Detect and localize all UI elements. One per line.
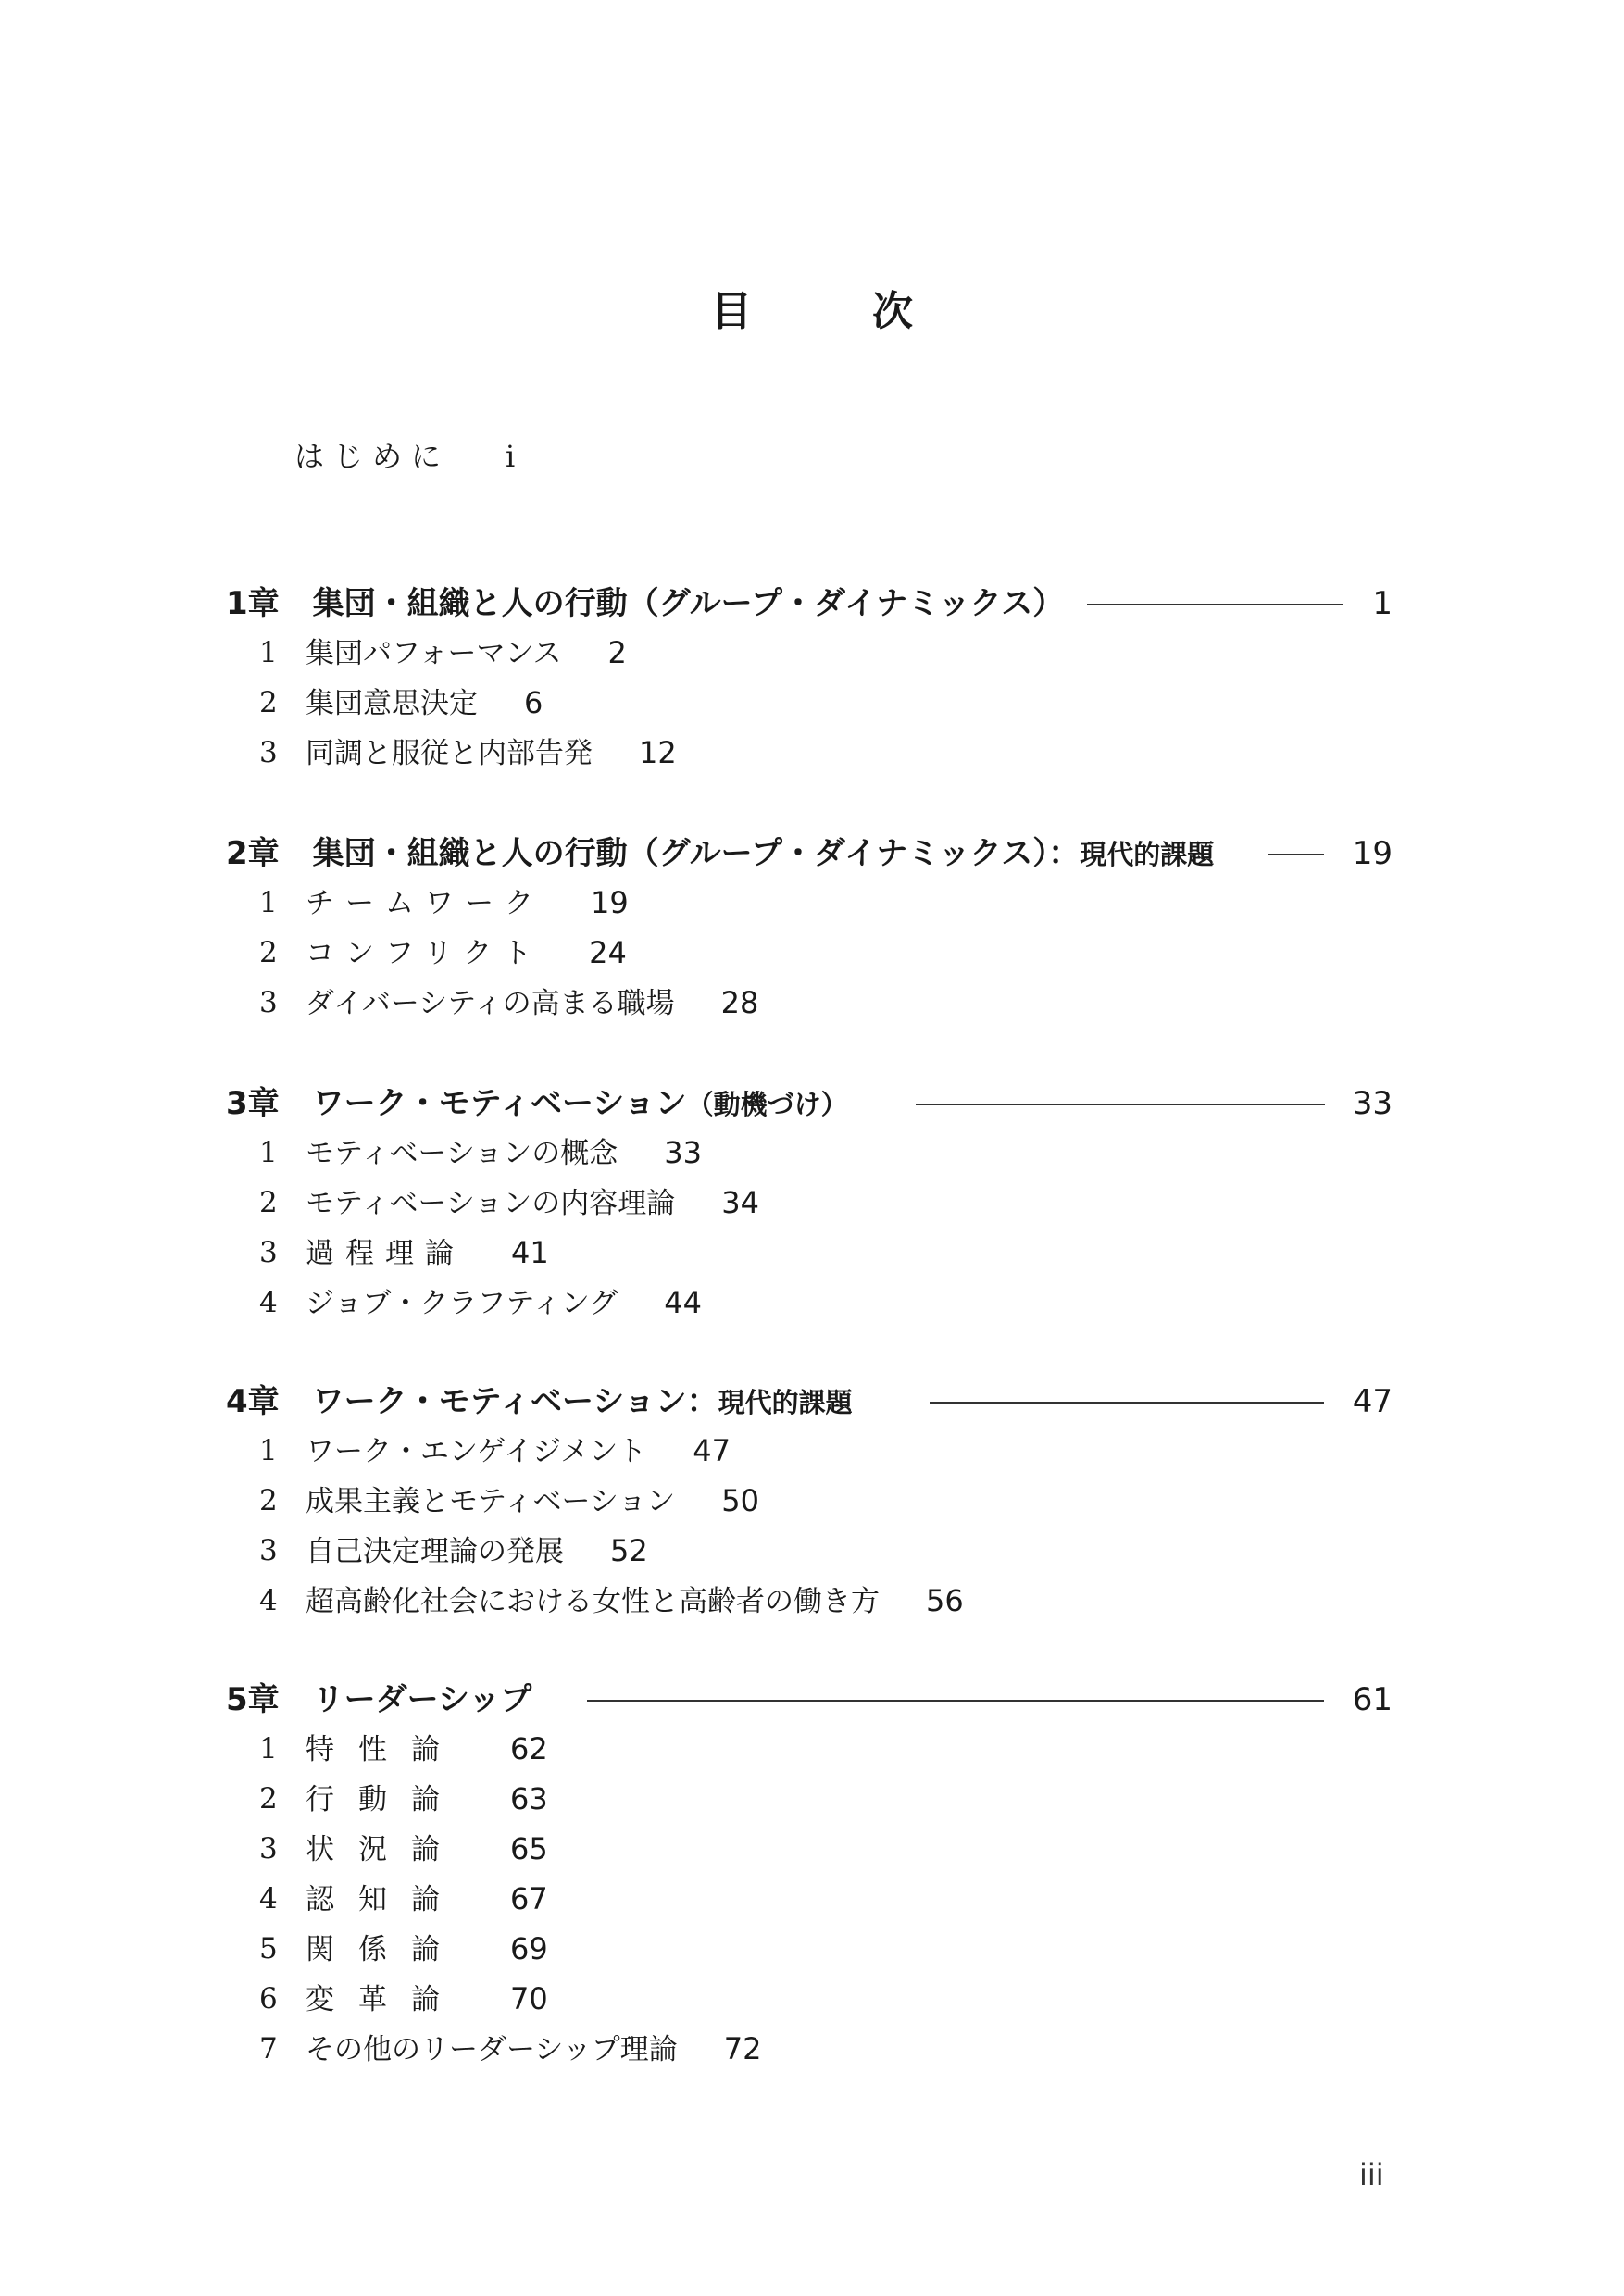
section-page: 67 <box>510 1881 548 1916</box>
chapter-heading[interactable] <box>226 830 1393 878</box>
section-page: 50 <box>721 1483 759 1518</box>
chapter-page: 19 <box>1352 835 1393 872</box>
chapter-label <box>226 580 1064 629</box>
section-entry[interactable] <box>226 1974 1393 2024</box>
chapter-2 <box>226 830 1393 1028</box>
section-page: 47 <box>693 1433 731 1468</box>
section-title: 成果主義とモティベーション 50 <box>306 1483 759 1518</box>
section-entry[interactable] <box>226 1824 1393 1874</box>
section-number: 1 <box>259 636 278 669</box>
section-page: 69 <box>510 1931 548 1966</box>
section-number: 1 <box>259 1136 278 1169</box>
section-number: 2 <box>259 936 278 969</box>
section-page: 62 <box>510 1731 548 1766</box>
chapter-title: ワーク・モティベーション： <box>312 1383 718 1420</box>
section-number: 6 <box>259 1982 278 2015</box>
section-page: 28 <box>720 985 759 1020</box>
chapter-4 <box>226 1378 1393 1626</box>
section-entry[interactable] <box>226 2024 1393 2074</box>
section-entry[interactable] <box>226 1774 1393 1824</box>
section-title: その他のリーダーシップ理論 72 <box>306 2031 762 2066</box>
chapter-3 <box>226 1079 1393 1328</box>
chapter-subtitle: 現代的課題 <box>1080 839 1215 870</box>
intro-entry[interactable] <box>294 433 515 476</box>
section-title: モティベーションの概念 33 <box>306 1135 702 1170</box>
section-title: 認知論 67 <box>306 1881 548 1916</box>
section-entry[interactable] <box>226 1924 1393 1974</box>
section-page: 70 <box>510 1981 548 2016</box>
section-title: ジョブ・クラフティング 44 <box>306 1285 702 1320</box>
title-char-1: 目 <box>711 288 752 335</box>
chapter-number: 5章 <box>226 1681 280 1718</box>
section-number: 2 <box>259 1782 278 1816</box>
chapter-page: 33 <box>1352 1085 1393 1122</box>
chapter-number: 1章 <box>226 585 280 622</box>
section-number: 3 <box>259 1534 278 1567</box>
section-number: 3 <box>259 736 278 769</box>
section-entry[interactable] <box>226 978 1393 1028</box>
section-number: 2 <box>259 1186 278 1219</box>
intro-page: i <box>506 439 516 474</box>
section-title: 状況論 65 <box>306 1831 548 1866</box>
section-number: 1 <box>259 1732 278 1766</box>
section-number: 3 <box>259 1832 278 1866</box>
section-number: 3 <box>259 986 278 1019</box>
chapter-heading[interactable] <box>226 580 1393 628</box>
section-page: 44 <box>664 1285 702 1320</box>
page-number: iii <box>1359 2157 1384 2192</box>
section-page: 63 <box>510 1781 548 1816</box>
section-title: ワーク・エンゲイジメント 47 <box>306 1433 731 1468</box>
section-title: 過程理論 41 <box>306 1235 549 1270</box>
section-entry[interactable] <box>226 1724 1393 1774</box>
section-page: 52 <box>610 1533 648 1568</box>
section-entry[interactable] <box>226 1128 1393 1178</box>
leader-line <box>1087 604 1343 605</box>
leader-line <box>587 1700 1324 1702</box>
section-entry[interactable] <box>226 678 1393 728</box>
section-title: 同調と服従と内部告発 12 <box>306 735 677 770</box>
section-number: 5 <box>259 1932 278 1965</box>
section-entry[interactable] <box>226 1874 1393 1924</box>
section-number: 3 <box>259 1236 278 1269</box>
chapter-title: ワーク・モティベーション <box>312 1085 687 1122</box>
chapter-label <box>226 1676 531 1725</box>
section-entry[interactable] <box>226 928 1393 978</box>
chapter-title: リーダーシップ <box>312 1681 532 1718</box>
section-number: 4 <box>259 1584 278 1617</box>
section-page: 12 <box>639 735 677 770</box>
section-entry[interactable] <box>226 628 1393 678</box>
section-page: 6 <box>524 685 543 720</box>
section-title: 行動論 63 <box>306 1781 548 1816</box>
section-page: 2 <box>607 635 627 670</box>
chapter-number: 2章 <box>226 835 280 872</box>
section-entry[interactable] <box>226 1576 1393 1626</box>
chapter-page: 61 <box>1352 1681 1393 1718</box>
section-entry[interactable] <box>226 1476 1393 1526</box>
leader-line <box>930 1402 1324 1404</box>
section-entry[interactable] <box>226 1228 1393 1278</box>
section-entry[interactable] <box>226 1278 1393 1328</box>
intro-label: はじめに <box>294 439 451 474</box>
section-title: 集団パフォーマンス 2 <box>306 635 627 670</box>
section-title: モティベーションの内容理論 34 <box>306 1185 759 1220</box>
title-char-2: 次 <box>872 288 913 335</box>
section-number: 4 <box>259 1286 278 1319</box>
leader-line <box>916 1104 1325 1105</box>
chapter-title: 集団・組織と人の行動（グループ・ダイナミックス）： <box>312 835 1081 872</box>
section-page: 65 <box>510 1831 548 1866</box>
section-title: 関係論 69 <box>306 1931 548 1966</box>
chapter-label <box>226 830 1214 879</box>
section-number: 2 <box>259 1484 278 1517</box>
chapter-subtitle: （動機づけ） <box>686 1089 848 1120</box>
section-number: 7 <box>259 2032 278 2065</box>
chapter-subtitle: 現代的課題 <box>718 1387 853 1418</box>
section-page: 19 <box>591 885 629 920</box>
section-number: 1 <box>259 1434 278 1467</box>
section-number: 4 <box>259 1882 278 1915</box>
section-entry[interactable] <box>226 1178 1393 1228</box>
section-page: 24 <box>589 935 627 970</box>
section-title: 集団意思決定 6 <box>306 685 543 720</box>
chapter-page: 47 <box>1352 1383 1393 1420</box>
section-entry[interactable] <box>226 1526 1393 1576</box>
chapter-1 <box>226 580 1393 778</box>
section-page: 41 <box>511 1235 549 1270</box>
chapter-title: 集団・組織と人の行動（グループ・ダイナミックス） <box>312 585 1065 622</box>
chapter-page: 1 <box>1372 585 1393 622</box>
leader-line <box>1268 854 1324 855</box>
section-entry[interactable] <box>226 1426 1393 1476</box>
section-number: 2 <box>259 686 278 719</box>
chapter-label <box>226 1079 848 1129</box>
page-title <box>0 278 1624 337</box>
section-title: 変革論 70 <box>306 1981 548 2016</box>
section-title: コンフリクト 24 <box>306 935 627 970</box>
chapter-5 <box>226 1676 1393 2074</box>
section-page: 33 <box>664 1135 702 1170</box>
section-page: 56 <box>926 1583 964 1618</box>
section-title: ダイバーシティの高まる職場 28 <box>306 985 759 1020</box>
section-title: チームワーク 19 <box>306 885 629 920</box>
section-title: 超高齢化社会における女性と高齢者の働き方 56 <box>306 1583 964 1618</box>
chapter-number: 3章 <box>226 1085 280 1122</box>
chapter-label <box>226 1378 853 1427</box>
chapter-number: 4章 <box>226 1383 280 1420</box>
chapter-heading[interactable] <box>226 1378 1393 1426</box>
section-title: 特性論 62 <box>306 1731 548 1766</box>
section-entry[interactable] <box>226 728 1393 778</box>
section-title: 自己決定理論の発展 52 <box>306 1533 648 1568</box>
chapter-heading[interactable] <box>226 1676 1393 1724</box>
section-number: 1 <box>259 886 278 919</box>
section-page: 72 <box>723 2031 762 2066</box>
chapter-heading[interactable] <box>226 1079 1393 1128</box>
section-page: 34 <box>721 1185 759 1220</box>
section-entry[interactable] <box>226 878 1393 928</box>
